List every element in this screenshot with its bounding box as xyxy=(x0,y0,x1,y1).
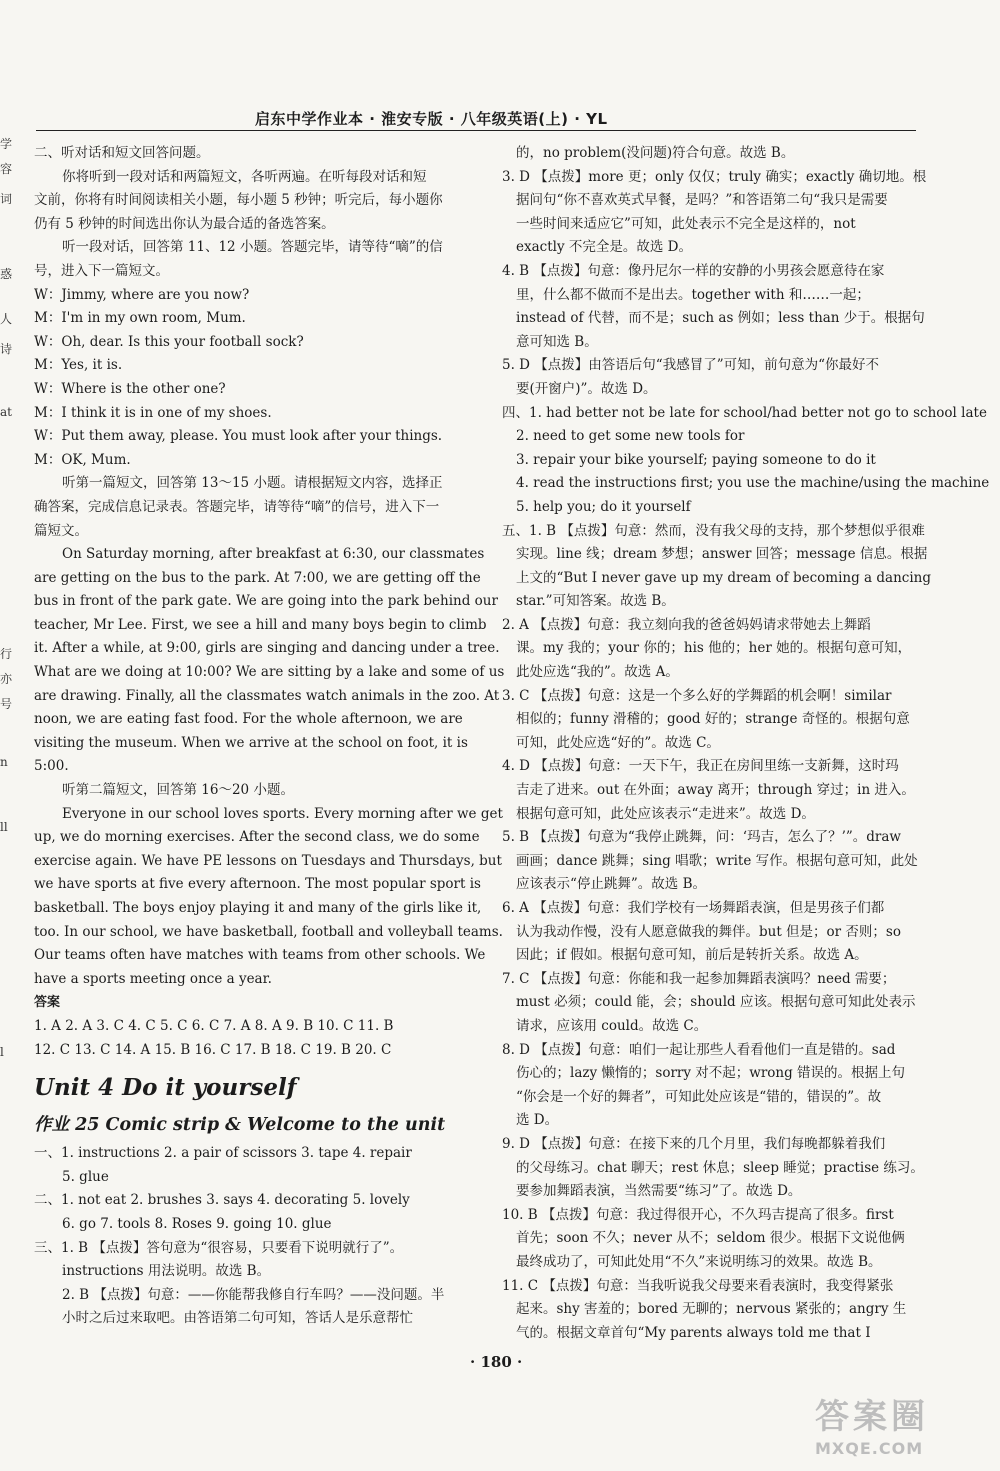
text-line: 5. help you; do it yourself xyxy=(516,498,691,515)
text-line: 答案 xyxy=(34,995,61,1011)
text-line: 号，进入下一篇短文。 xyxy=(34,262,169,279)
text-line: 听第一篇短文，回答第 13～15 小题。请根据短文内容，选择正 xyxy=(62,475,443,492)
text-line: 4. B 【点拨】句意：像丹尼尔一样的安静的小男孩会愿意待在家 xyxy=(502,262,885,279)
text-line: Unit 4 Do it yourself xyxy=(34,1074,297,1102)
text-line: 上文的“But I never gave up my dream of becoming a dancing xyxy=(516,569,931,586)
text-line: instructions 用法说明。故选 B。 xyxy=(62,1263,271,1280)
text-line: Our teams often have matches with teams from other schools. We xyxy=(34,947,486,964)
text-line: W：Where is the other one? xyxy=(34,380,226,397)
page-number: · 180 · xyxy=(470,1353,523,1371)
text-line: exactly 不完全是。故选 D。 xyxy=(516,239,692,256)
text-line: 三、1. B 【点拨】答句意为“很容易，只要看下说明就行了”。 xyxy=(34,1239,404,1256)
text-line: 四、1. had better not be late for school/had better not go to school late xyxy=(502,404,987,421)
text-line: 五、1. B 【点拨】句意：然而，没有我父母的支持，那个梦想似乎很难 xyxy=(502,522,925,539)
text-line: 小时之后过来取吧。由答语第二句可知，答话人是乐意帮忙 xyxy=(62,1310,413,1327)
text-line: M：I'm in my own room, Mum. xyxy=(34,310,246,327)
text-line: must 必须；could 能，会；should 应该。根据句意可知此处表示 xyxy=(516,994,916,1011)
text-line: instead of 代替，而不是；such as 例如；less than 少于。根据句 xyxy=(516,310,925,327)
edge-char: 惑 xyxy=(0,267,13,281)
text-line: 相似的；funny 滑稽的；good 好的；strange 奇怪的。根据句意 xyxy=(516,711,910,728)
text-line: 12. C 13. C 14. A 15. B 16. C 17. B 18. C 19. B 20. C xyxy=(34,1041,392,1058)
text-line: 实现。line 线；dream 梦想；answer 回答；message 信息。根据 xyxy=(516,546,928,563)
text-line: 要(开窗户)”。故选 D。 xyxy=(516,380,657,397)
text-line: 篇短文。 xyxy=(34,522,88,539)
edge-char: 亦 xyxy=(0,672,13,686)
text-line: 根据句意可知，此处应该表示“走进来”。故选 D。 xyxy=(516,805,815,822)
text-line: M：Yes, it is. xyxy=(34,357,123,374)
text-line: we have sports at five every afternoon. The most popular sport is xyxy=(34,876,481,893)
edge-char: l xyxy=(0,1045,4,1059)
text-line: 因此；if 假如。根据句意可知，前后是转折关系。故选 A。 xyxy=(516,947,868,964)
text-line: W：Oh, dear. Is this your football sock? xyxy=(34,333,304,350)
text-line: 吉走了进来。out 在外面；away 离开；through 穿过；in 进入。 xyxy=(516,782,915,799)
text-line: teacher, Mr Lee. First, we see a hill and many boys begin to climb xyxy=(34,616,487,633)
text-line: it. After a while, at 9:00, girls are singing and dancing under a tree. xyxy=(34,640,500,657)
text-line: 二、1. not eat 2. brushes 3. says 4. decorating 5. lovely xyxy=(34,1192,410,1209)
text-line: W：Jimmy, where are you now? xyxy=(34,286,250,303)
text-line: 6. A 【点拨】句意：我们学校有一场舞蹈表演，但是男孩子们都 xyxy=(502,900,885,916)
text-line: 选 D。 xyxy=(516,1112,559,1129)
text-line: 你将听到一段对话和两篇短文，各听两遍。在听每段对话和短 xyxy=(62,168,427,185)
text-line: bus in front of the park gate. We are going into the park behind our xyxy=(34,593,498,610)
text-line: 意可知选 B。 xyxy=(516,333,598,350)
text-line: 9. D 【点拨】句意：在接下来的几个月里，我们每晚都躲着我们 xyxy=(502,1135,886,1152)
edge-char: 人 xyxy=(0,312,13,326)
text-line: 最终成功了，可知此处用“不久”来说明练习的效果。故选 B。 xyxy=(516,1253,882,1270)
text-line: too. In our school, we have basketball, football and volleyball teams. xyxy=(34,923,503,940)
edge-char: 诗 xyxy=(0,342,13,356)
text-line: 可知，此处应选“好的”。故选 C。 xyxy=(516,734,720,751)
text-line: are drawing. Finally, all the classmates watch animals in the zoo. At xyxy=(34,687,500,704)
text-line: M：I think it is in one of my shoes. xyxy=(34,404,272,421)
edge-char: 容 xyxy=(0,162,13,176)
text-line: 2. B 【点拨】句意：——你能帮我修自行车吗？——没问题。半 xyxy=(62,1286,445,1303)
text-line: 4. D 【点拨】句意：一天下午，我正在房间里练一支新舞，这时玛 xyxy=(502,758,899,775)
text-line: 11. C 【点拨】句意：当我听说我父母要来看表演时，我变得紧张 xyxy=(502,1277,894,1294)
text-line: 仍有 5 秒钟的时间选出你认为最合适的备选答案。 xyxy=(34,215,335,232)
text-line: 据问句“你不喜欢英式早餐，是吗？”和答语第二句“我只是需要 xyxy=(516,192,888,209)
text-line: 确答案，完成信息记录表。答题完毕，请等待“嘀”的信号，进入下一 xyxy=(34,498,440,515)
text-line: Everyone in our school loves sports. Every morning after we get xyxy=(62,805,503,822)
text-line: 的父母练习。chat 聊天；rest 休息；sleep 睡觉；practise 练习。 xyxy=(516,1159,924,1176)
text-line: On Saturday morning, after breakfast at 6:30, our classmates xyxy=(62,546,485,563)
text-line: 5:00. xyxy=(34,758,69,775)
text-line: visiting the museum. When we arrive at the school on foot, it is xyxy=(34,734,468,751)
edge-char: at xyxy=(0,405,12,419)
text-line: are getting on the bus to the park. At 7:00, we are getting off the xyxy=(34,569,481,586)
text-line: 要参加舞蹈表演，当然需要“练习”了。故选 D。 xyxy=(516,1183,802,1200)
text-line: 画画；dance 跳舞；sing 唱歌；write 写作。根据句意可知，此处 xyxy=(516,852,918,869)
watermark-logo xyxy=(815,1395,990,1465)
text-line: What are we doing at 10:00? We are sitting by a lake and some of us xyxy=(34,664,505,681)
text-line: 一、1. instructions 2. a pair of scissors 3. tape 4. repair xyxy=(34,1145,412,1162)
text-line: 5. B 【点拨】句意为“我停止跳舞，问：‘玛吉，怎么了？’”。draw xyxy=(502,829,901,846)
text-line: 2. need to get some new tools for xyxy=(516,428,745,445)
edge-char: 学 xyxy=(0,137,13,151)
text-line: 2. A 【点拨】句意：我立刻向我的爸爸妈妈请求带她去上舞蹈 xyxy=(502,616,871,633)
page-header: 启东中学作业本 · 淮安专版 · 八年级英语(上) · YL xyxy=(255,110,608,128)
header-rule xyxy=(36,130,916,131)
text-line: 1. A 2. A 3. C 4. C 5. C 6. C 7. A 8. A 9. B 10. C 11. B xyxy=(34,1017,394,1034)
text-line: 7. C 【点拨】句意：你能和我一起参加舞蹈表演吗？need 需要； xyxy=(502,970,896,987)
text-line: up, we do morning exercises. After the second class, we do some xyxy=(34,829,480,846)
text-line: 听第二篇短文，回答第 16～20 小题。 xyxy=(62,782,294,799)
text-line: 5. D 【点拨】由答语后句“我感冒了”可知，前句意为“你最好不 xyxy=(502,357,879,374)
watermark-url: MXQE.COM xyxy=(815,1439,924,1458)
text-line: have a sports meeting once a year. xyxy=(34,970,272,987)
text-line: 3. C 【点拨】句意：这是一个多么好的学舞蹈的机会啊！similar xyxy=(502,687,892,704)
text-line: 一些时间来适应它”可知，此处表示不完全是这样的，not xyxy=(516,215,856,232)
text-line: 二、听对话和短文回答问题。 xyxy=(34,145,210,161)
text-line: 3. D 【点拨】more 更；only 仅仅；truly 确实；exactly 确切地。根 xyxy=(502,168,927,185)
text-line: 里，什么都不做而不是出去。together with 和……一起； xyxy=(516,286,870,303)
text-line: 气的。根据文章首句“My parents always told me that I xyxy=(516,1324,871,1341)
text-line: 起来。shy 害羞的；bored 无聊的；nervous 紧张的；angry 生 xyxy=(516,1301,907,1318)
right-column xyxy=(502,142,990,1345)
text-line: “你会是一个好的舞者”，可知此处应该是“错的，错误的”。故 xyxy=(516,1088,882,1105)
text-line: 认为我动作慢，没有人愿意做我的舞伴。but 但是；or 否则；so xyxy=(516,923,901,940)
text-line: noon, we are eating fast food. For the whole afternoon, we are xyxy=(34,711,463,728)
edge-char: n xyxy=(0,755,8,769)
text-line: 3. repair your bike yourself; paying someone to do it xyxy=(516,451,876,468)
text-line: 5. glue xyxy=(62,1168,109,1185)
text-line: basketball. The boys enjoy playing it and many of the girls like it, xyxy=(34,900,482,916)
text-line: 伤心的；lazy 懒惰的；sorry 对不起；wrong 错误的。根据上句 xyxy=(516,1065,906,1082)
text-line: W：Put them away, please. You must look after your things. xyxy=(34,428,443,445)
text-line: star.”可知答案。故选 B。 xyxy=(516,593,675,610)
text-line: 应该表示“停止跳舞”。故选 B。 xyxy=(516,876,707,893)
text-line: 4. read the instructions first; you use the machine/using the machine xyxy=(516,475,990,492)
text-line: 10. B 【点拨】句意：我过得很开心，不久玛吉提高了很多。first xyxy=(502,1206,894,1223)
text-line: 听一段对话，回答第 11、12 小题。答题完毕，请等待“嘀”的信 xyxy=(62,239,443,256)
edge-char: 号 xyxy=(0,697,13,711)
text-line: 6. go 7. tools 8. Roses 9. going 10. glue xyxy=(62,1215,332,1232)
edge-char: ll xyxy=(0,820,8,834)
text-line: M：OK, Mum. xyxy=(34,451,131,468)
watermark-text: 答案圈 xyxy=(815,1397,929,1437)
text-line: exercise again. We have PE lessons on Tuesdays and Thursdays, but xyxy=(34,852,502,869)
text-line: 首先；soon 不久；never 从不；seldom 很少。根据下文说他俩 xyxy=(516,1230,905,1247)
text-line: 此处应选“我的”。故选 A。 xyxy=(516,664,679,681)
text-line: 8. D 【点拨】句意：咱们一起让那些人看看他们一直是错的。sad xyxy=(502,1041,896,1058)
edge-char: 词 xyxy=(0,192,13,206)
left-column xyxy=(34,142,505,1331)
edge-char: 行 xyxy=(0,647,13,661)
text-line: 文前，你将有时间阅读相关小题，每小题 5 秒钟；听完后，每小题你 xyxy=(34,192,443,209)
text-line: 请求，应该用 could。故选 C。 xyxy=(516,1017,708,1034)
text-line: 的，no problem(没问题)符合句意。故选 B。 xyxy=(516,145,795,161)
text-line: 作业 25 Comic strip & Welcome to the unit xyxy=(34,1115,446,1136)
text-line: 课。my 我的；your 你的；his 他的；her 她的。根据句意可知， xyxy=(516,640,912,657)
